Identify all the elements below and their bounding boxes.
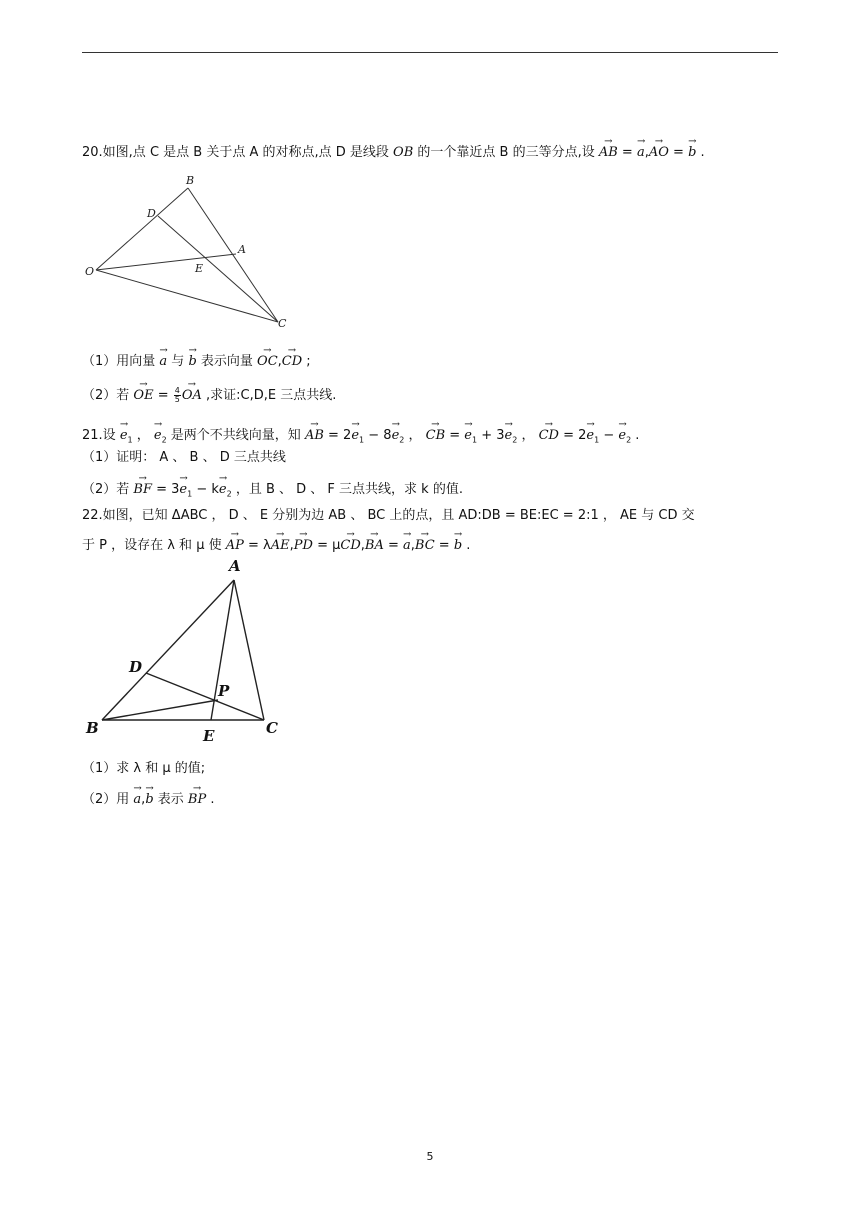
- label-a: A: [229, 557, 241, 575]
- q20-part1: （1）用向量 → a 与 → b 表示向量 → OC,→ CD ;: [82, 349, 311, 371]
- label-p: P: [218, 682, 230, 700]
- q21-part1: （1）证明： A 、 B 、 D 三点共线: [82, 450, 286, 465]
- label-o: O: [85, 265, 95, 278]
- label-d: D: [129, 658, 143, 676]
- q20-part2: （2）若 → OE = $\frac{4}{5}$ → OA ,求证:C,D,E 三点共线.: [82, 383, 336, 405]
- q22-part1: （1）求 λ 和 μ 的值;: [82, 761, 206, 776]
- label-b: B: [186, 174, 195, 187]
- label-c: C: [278, 317, 287, 330]
- label-c: C: [266, 719, 278, 737]
- label-e: E: [195, 262, 204, 275]
- label-b: B: [86, 719, 99, 737]
- header-rule: [82, 52, 778, 53]
- q22-stem: 22.如图，已知 ΔABC ， D 、 E 分别为边 AB 、 BC 上的点，且 AD:DB = BE:EC = 2:1 ， AE 与 CD 交 于 P ，设存在 λ 和 μ 使 → AP = λ→ AE,→ PD = μ→ CD,→ BA = → a,→ BC = → b .: [82, 503, 778, 559]
- q21-stem: 21.设 → $e_1$ ， → $e_2$ 是两个不共线向量，知 → AB = $2\to e_1 - 8\to e_2$ ， → CB = → $e_1 + 3\to e_2$ ， → CD = $2\to e_1$ − → $e_2$ .: [82, 423, 639, 450]
- label-e: E: [203, 727, 215, 745]
- q22-figure: [82, 555, 292, 745]
- label-a: A: [238, 243, 246, 256]
- q20-stem: 20.如图,点 C 是点 B 关于点 A 的对称点,点 D 是线段 OB 的一个靠近点 B 的三等分点,设 → AB = → a,→ AO = → b .: [82, 140, 705, 162]
- page-number: 5: [426, 1150, 434, 1163]
- q22-part2: （2）用 → a,→ b 表示 → BP .: [82, 787, 214, 809]
- q20-figure: [80, 172, 295, 332]
- label-d: D: [147, 207, 156, 220]
- q21-part2: （2）若 → BF = $3\to e_1 - k\to e_2$ ，且 B 、 D 、 F 三点共线，求 k 的值.: [82, 477, 463, 504]
